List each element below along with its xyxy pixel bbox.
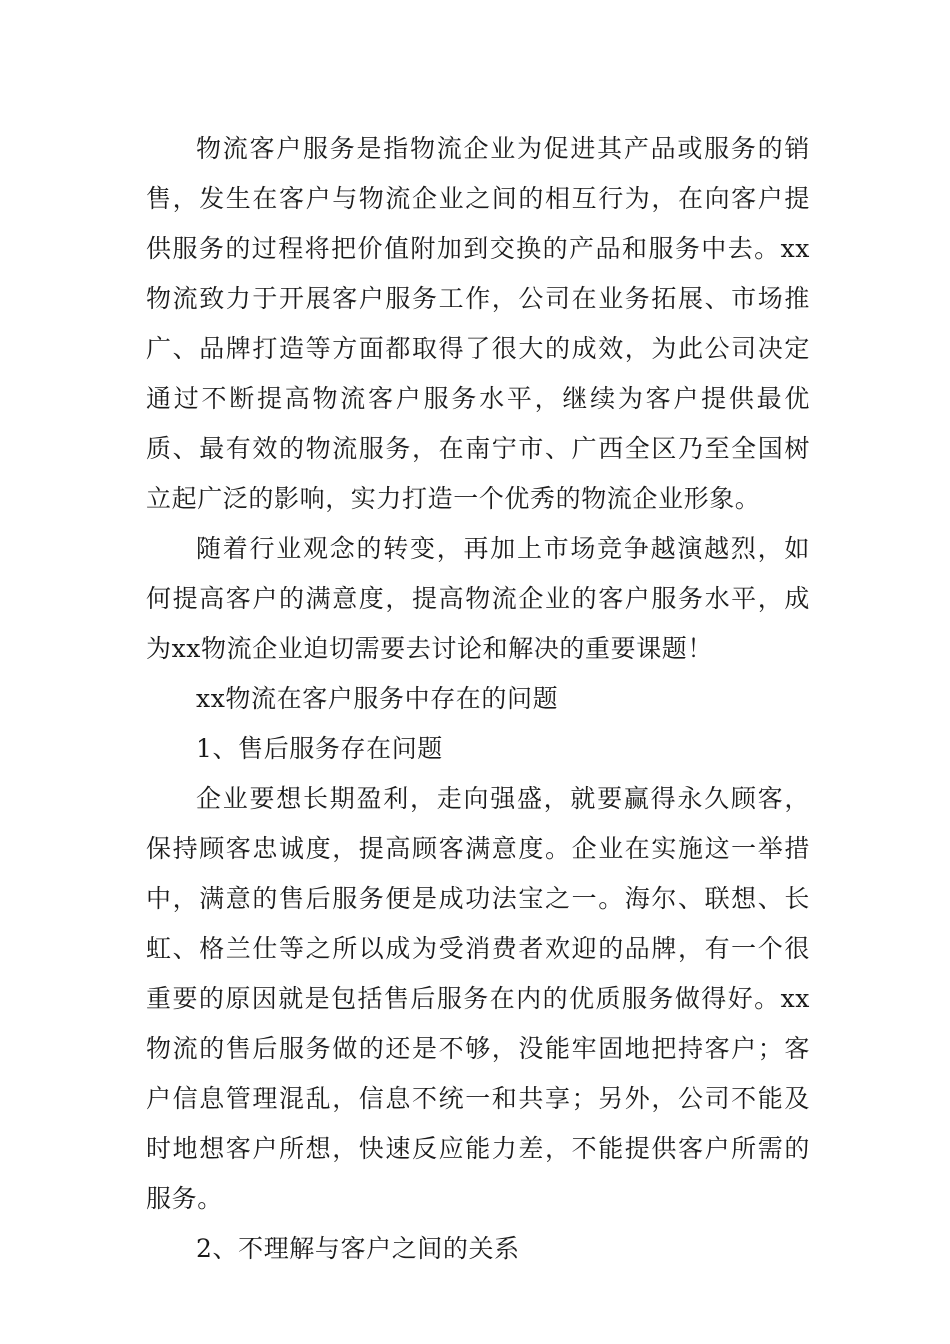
paragraph-challenge: 随着行业观念的转变，再加上市场竞争越演越烈，如何提高客户的满意度，提高物流企业的客户服务水平，成为xx物流企业迫切需要去讨论和解决的重要课题！ bbox=[146, 534, 810, 663]
paragraph-intro: 物流客户服务是指物流企业为促进其产品或服务的销售，发生在客户与物流企业之间的相互行为，在向客户提供服务的过程将把价值附加到交换的产品和服务中去。xx物流致力于开展客户服务工作，公司在业务拓展、市场推广、品牌打造等方面都取得了很大的成效，为此公司决定通过不断提高物流客户服务水平，继续为客户提供最优质、最有效的物流服务，在南宁市、广西全区乃至全国树立起广泛的影响，实力打造一个优秀的物流企业形象。 bbox=[146, 134, 810, 513]
section-heading-problems: xx物流在客户服务中存在的问题 bbox=[196, 684, 559, 713]
subheading-after-sales: 1、售后服务存在问题 bbox=[196, 734, 443, 763]
subheading-customer-relationship: 2、不理解与客户之间的关系 bbox=[196, 1234, 520, 1263]
document-body bbox=[146, 124, 810, 1274]
paragraph-after-sales: 企业要想长期盈利，走向强盛，就要赢得永久顾客，保持顾客忠诚度，提高顾客满意度。企业在实施这一举措中，满意的售后服务便是成功法宝之一。海尔、联想、长虹、格兰仕等之所以成为受消费者欢迎的品牌，有一个很重要的原因就是包括售后服务在内的优质服务做得好。xx物流的售后服务做的还是不够，没能牢固地把持客户；客户信息管理混乱，信息不统一和共享；另外，公司不能及时地想客户所想，快速反应能力差，不能提供客户所需的服务。 bbox=[146, 784, 810, 1213]
